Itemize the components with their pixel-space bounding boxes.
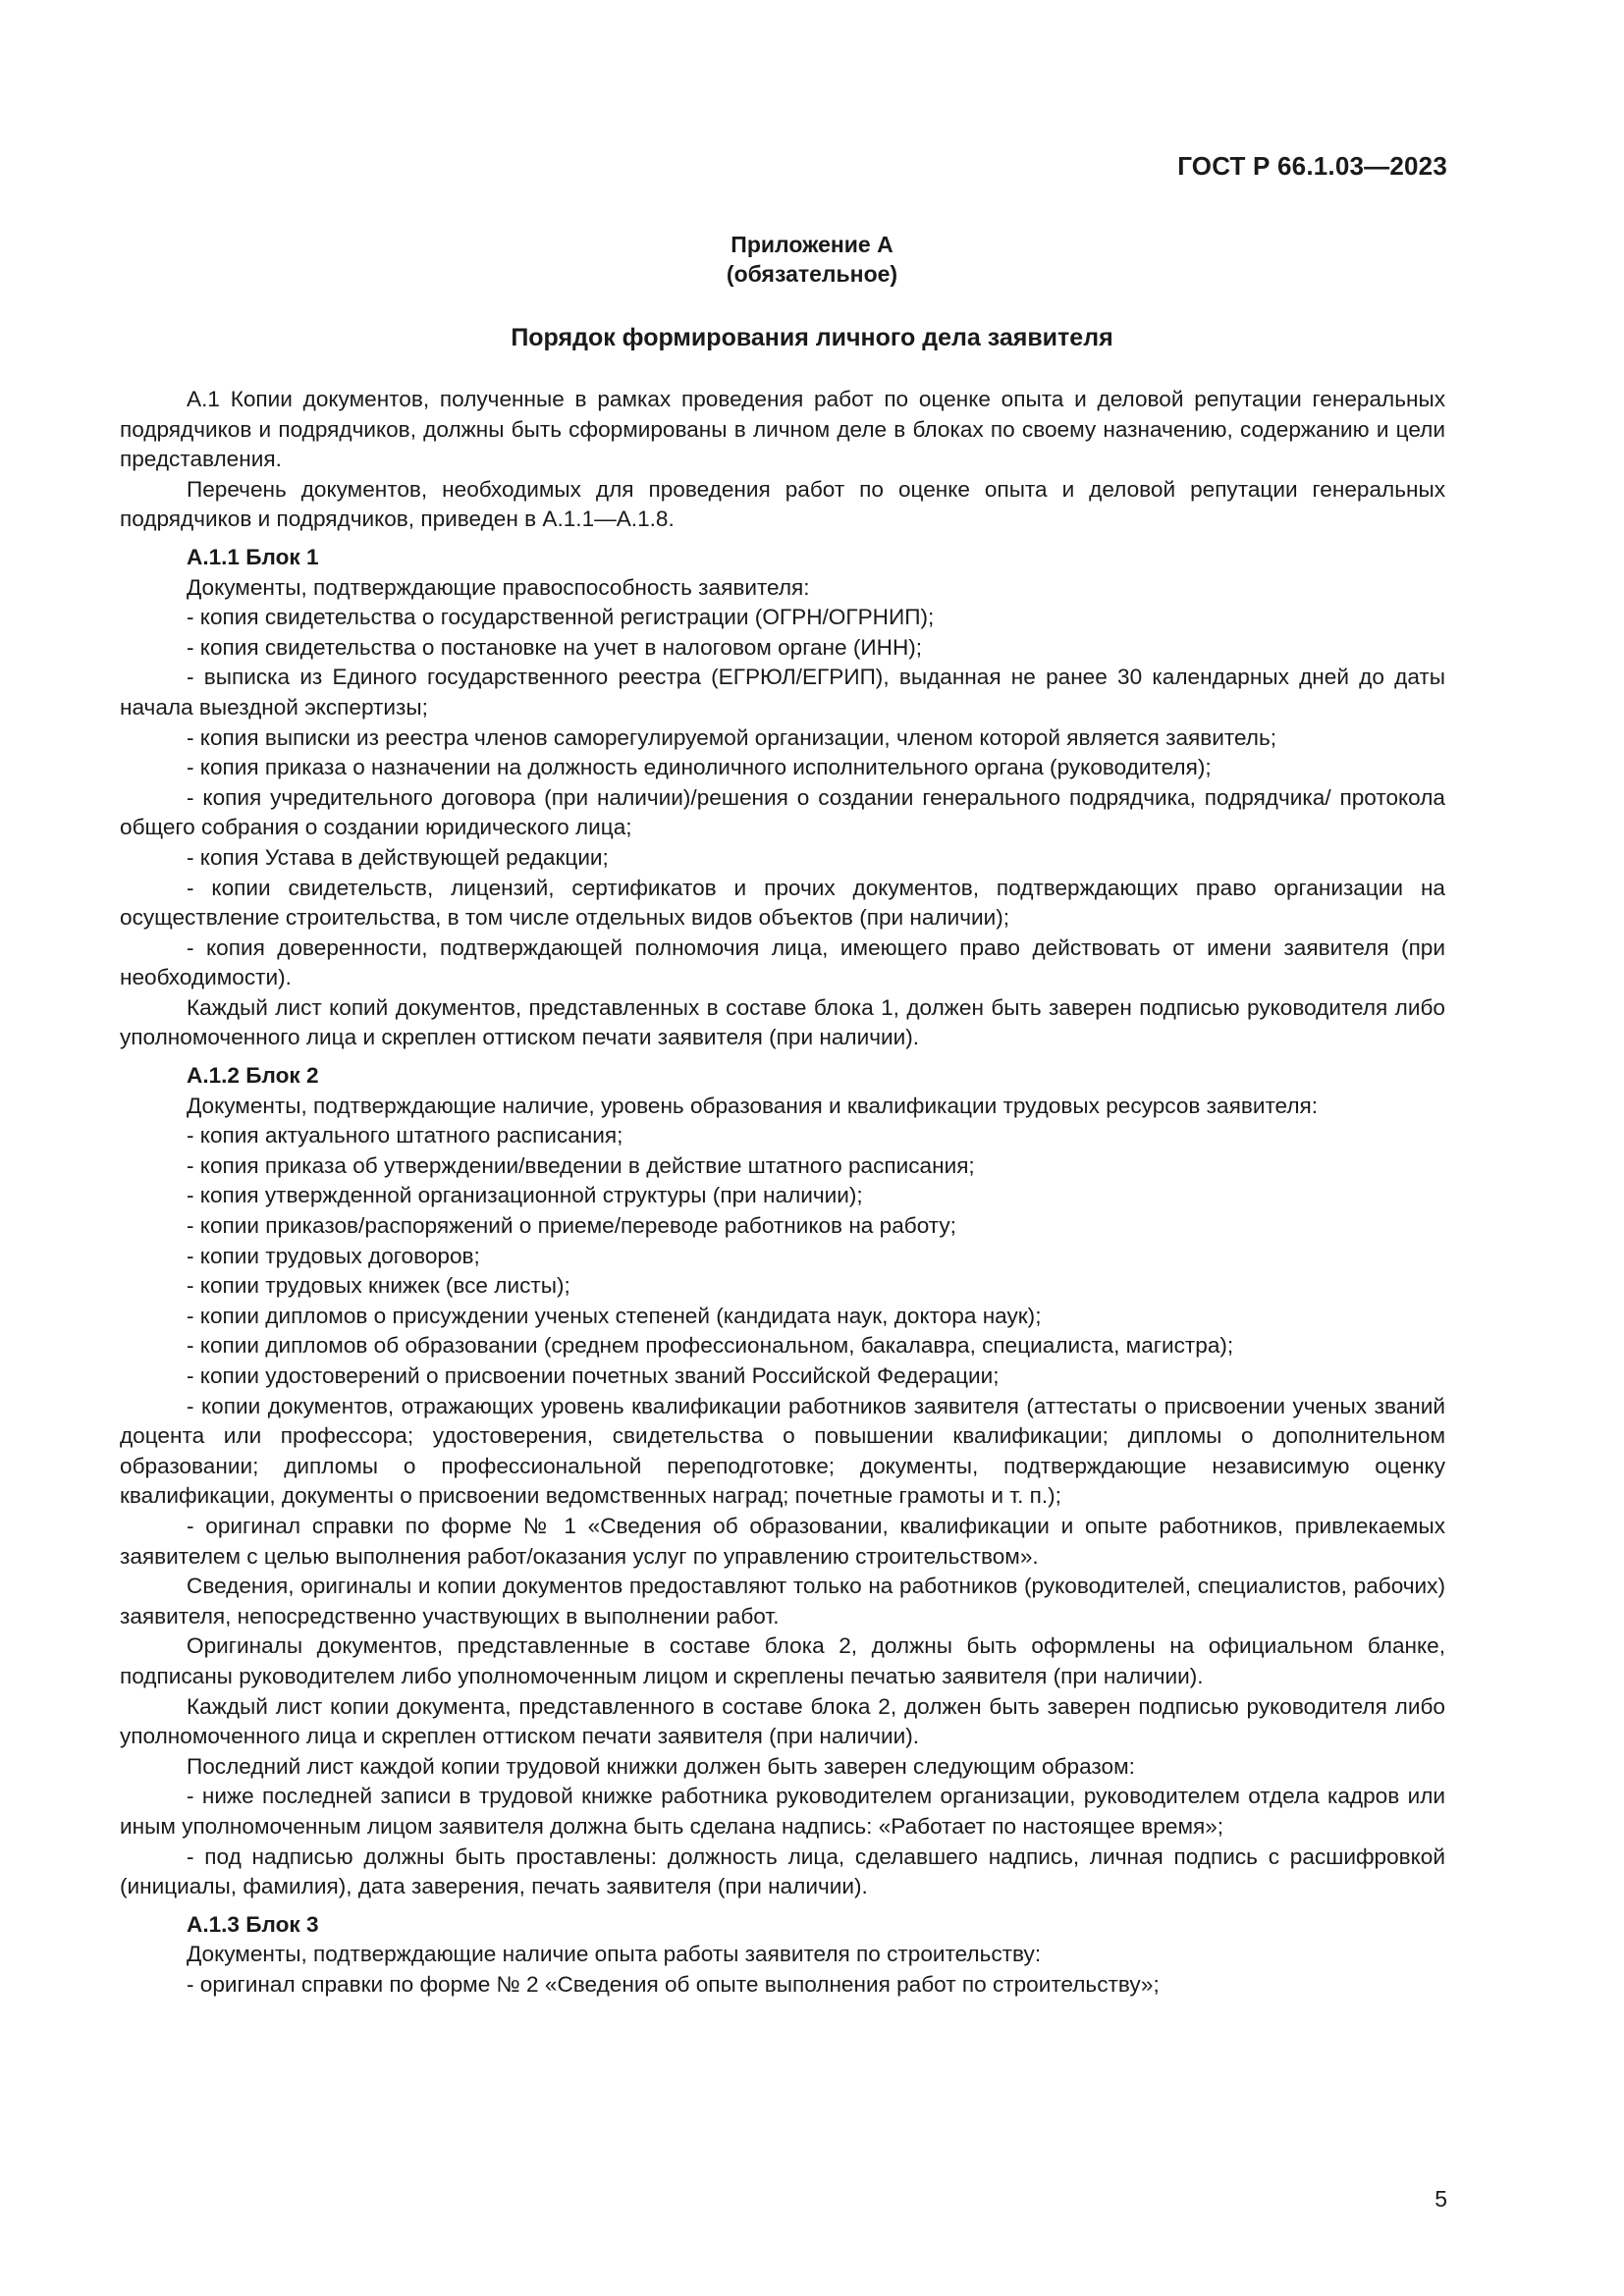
paragraph: А.1 Копии документов, полученные в рамках проведения работ по оценке опыта и деловой репутации генеральных подрядчиков и подрядчиков, должны быть сформированы в личном деле в блоках по своему назначению, содержанию и цели представления. <box>120 387 1445 472</box>
paragraph: Каждый лист копий документов, представленных в составе блока 1, должен быть заверен подписью руководителя либо уполномоченного лица и скреплен оттиском печати заявителя (при наличии). <box>120 994 1445 1050</box>
paragraph: Сведения, оригиналы и копии документов предоставляют только на работников (руководителей, специалистов, рабочих) заявителя, непосредственно участвующих в выполнении работ. <box>120 1574 1445 1629</box>
paragraph: - копия доверенности, подтверждающей полномочия лица, имеющего право действовать от имени заявителя (при необходимости). <box>120 934 1445 990</box>
appendix-status: (обязательное) <box>726 261 898 287</box>
paragraph: Документы, подтверждающие наличие, уровень образования и квалификации трудовых ресурсов заявителя: <box>187 1093 1319 1118</box>
paragraph: - копии трудовых договоров; <box>187 1243 480 1268</box>
paragraph: - оригинал справки по форме № 1 «Сведения об образовании, квалификации и опыте работников, привлекаемых заявителем с целью выполнения работ/оказания услуг по управлению строительством». <box>120 1513 1445 1569</box>
paragraph: - копия Устава в действующей редакции; <box>187 844 609 870</box>
document-body <box>120 385 1445 2000</box>
paragraph: - копии дипломов о присуждении ученых степеней (кандидата наук, доктора наук); <box>187 1303 1042 1328</box>
paragraph: - копии удостоверений о присвоении почетных званий Российской Федерации; <box>187 1363 1000 1388</box>
paragraph: Перечень документов, необходимых для проведения работ по оценке опыта и деловой репутации генеральных подрядчиков и подрядчиков, приведен в А.1.1—А.1.8. <box>120 476 1445 532</box>
document-code: ГОСТ Р 66.1.03—2023 <box>1177 151 1447 181</box>
section-heading: Порядок формирования личного дела заявителя <box>511 324 1113 351</box>
paragraph: - копия учредительного договора (при наличии)/решения о создании генерального подрядчика, подрядчика/ протокола общего собрания о создании юридического лица; <box>120 784 1445 840</box>
appendix-title: Приложение А <box>731 232 893 257</box>
paragraph: - копия приказа об утверждении/введении в действие штатного расписания; <box>187 1152 975 1178</box>
paragraph: Каждый лист копии документа, представленного в составе блока 2, должен быть заверен подписью руководителя либо уполномоченного лица и скреплен оттиском печати заявителя (при наличии). <box>120 1693 1445 1749</box>
paragraph: Документы, подтверждающие наличие опыта работы заявителя по строительству: <box>187 1942 1042 1967</box>
paragraph: Оригиналы документов, представленные в составе блока 2, должны быть оформлены на официальном бланке, подписаны руководителем либо уполномоченным лицом и скреплены печатью заявителя (при наличии). <box>120 1633 1445 1688</box>
paragraph: Последний лист каждой копии трудовой книжки должен быть заверен следующим образом: <box>187 1753 1135 1779</box>
paragraph: - копия актуального штатного расписания; <box>187 1123 623 1148</box>
paragraph: - оригинал справки по форме № 2 «Сведения об опыте выполнения работ по строительству»; <box>187 1971 1160 1997</box>
subsection-heading: А.1.1 Блок 1 <box>187 544 319 569</box>
paragraph: - копии приказов/распоряжений о приеме/переводе работников на работу; <box>187 1213 956 1239</box>
paragraph: - выписка из Единого государственного реестра (ЕГРЮЛ/ЕГРИП), выданная не ранее 30 календарных дней до даты начала выездной экспертизы; <box>120 665 1445 720</box>
page-number: 5 <box>1435 2186 1447 2212</box>
subsection-heading: А.1.3 Блок 3 <box>187 1911 319 1937</box>
paragraph: - копия приказа о назначении на должность единоличного исполнительного органа (руководителя); <box>187 755 1212 780</box>
paragraph: - копии трудовых книжек (все листы); <box>187 1273 570 1299</box>
paragraph: - копия выписки из реестра членов саморегулируемой организации, членом которой является заявитель; <box>187 724 1277 750</box>
paragraph: - копия утвержденной организационной структуры (при наличии); <box>187 1183 863 1208</box>
paragraph: - копия свидетельства о государственной регистрации (ОГРН/ОГРНИП); <box>187 605 935 630</box>
paragraph: - копии свидетельств, лицензий, сертификатов и прочих документов, подтверждающих право организации на осуществление строительства, в том числе отдельных видов объектов (при наличии); <box>120 875 1445 931</box>
paragraph: - копии дипломов об образовании (среднем профессиональном, бакалавра, специалиста, магистра); <box>187 1333 1234 1359</box>
paragraph: - копии документов, отражающих уровень квалификации работников заявителя (аттестаты о присвоении ученых званий доцента или профессора; удостоверения, свидетельства о повышении квалификации; дипломы о дополнительном образовании; дипломы о профессиональной переподготовке; документы, подтверждающие независимую оценку квалификации, документы о присвоении ведомственных наград; почетные грамоты и т. п.); <box>120 1393 1445 1509</box>
paragraph: Документы, подтверждающие правоспособность заявителя: <box>187 574 810 600</box>
paragraph: - под надписью должны быть проставлены: должность лица, сделавшего надпись, личная подпись с расшифровкой (инициалы, фамилия), дата заверения, печать заявителя (при наличии). <box>120 1843 1445 1899</box>
paragraph: - копия свидетельства о постановке на учет в налоговом органе (ИНН); <box>187 634 923 660</box>
subsection-heading: А.1.2 Блок 2 <box>187 1063 319 1089</box>
paragraph: - ниже последней записи в трудовой книжке работника руководителем организации, руководителем отдела кадров или иным уполномоченным лицом заявителя должна быть сделана надпись: «Работает по настоящее время»; <box>120 1784 1445 1839</box>
